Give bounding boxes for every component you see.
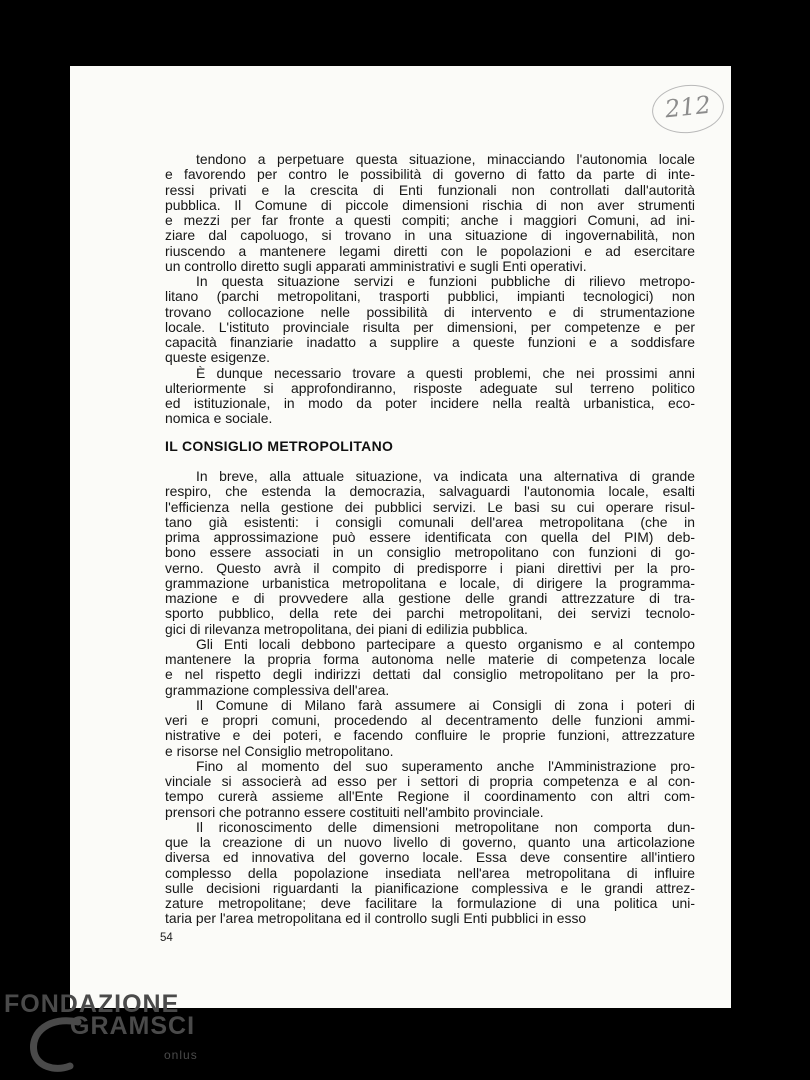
text-line: un controllo diretto sugli apparati amministrativi e sugli Enti operativi. bbox=[165, 257, 587, 274]
text-line: e risorse nel Consiglio metropolitano. bbox=[165, 742, 394, 759]
text-block-section bbox=[165, 469, 695, 927]
logo-text-fondazione: FONDAZIONE bbox=[4, 990, 180, 1018]
logo-text-onlus: onlus bbox=[164, 1048, 198, 1062]
paragraph-3 bbox=[165, 366, 695, 427]
text-line: bono essere associati in un consiglio metropolitano con funzioni di go- bbox=[165, 544, 695, 561]
text-line: e nel rispetto degli indirizzi dettati dal consiglio metropolitano per la pro- bbox=[165, 666, 695, 683]
paragraph-6 bbox=[165, 698, 695, 759]
text-line: ed istituzionale, in modo da poter incidere nella realtà urbanistica, eco- bbox=[165, 395, 695, 411]
text-line: sulle decisioni riguardanti la pianificazione complessiva e le grandi attrez- bbox=[165, 879, 695, 896]
document-page bbox=[70, 66, 731, 1008]
text-line: tempo curerà assieme all'Ente Regione il coordinamento con altri com- bbox=[165, 788, 695, 805]
paragraph-8 bbox=[165, 820, 695, 927]
text-line: mazione e di provvedere alla gestione delle grandi attrezzature di tra- bbox=[165, 590, 695, 606]
text-line: que la creazione di un nuovo livello di governo, quanto una articolazione bbox=[165, 834, 695, 850]
text-line: nistrative e dei poteri, e facendo confluire le proprie funzioni, attrezzature bbox=[165, 727, 695, 744]
text-line: taria per l'area metropolitana ed il controllo sugli Enti pubblici in esso bbox=[165, 910, 587, 927]
text-line: e mezzi per far fronte a questi compiti; anche i maggiori Comuni, ad ini- bbox=[165, 212, 695, 228]
section-heading: IL CONSIGLIO METROPOLITANO bbox=[165, 438, 394, 454]
page-number: 54 bbox=[160, 932, 173, 944]
archive-stamp bbox=[650, 81, 727, 136]
text-line: queste esigenze. bbox=[165, 349, 271, 366]
text-line: trovano collocazione nelle possibilità di intervento e di strumentazione bbox=[165, 303, 695, 320]
text-line: pubblica. Il Comune di piccole dimensioni rischia di non aver strumenti bbox=[165, 196, 695, 213]
text-line: tendono a perpetuare questa situazione, minacciando l'autonomia locale bbox=[196, 151, 695, 167]
text-line: prensori che potranno essere costituiti nell'ambito provinciale. bbox=[165, 803, 544, 820]
text-line: e favorendo per contro le possibilità di governo di fatto da parte di inte- bbox=[165, 166, 695, 183]
text-line: complesso della popolazione insediata nell'area metropolitana di influire bbox=[165, 864, 695, 881]
paragraph-5 bbox=[165, 637, 695, 698]
text-line: Fino al momento del suo superamento anche l'Amministrazione pro- bbox=[196, 757, 695, 774]
text-line: Il Comune di Milano farà assumere ai Consigli di zona i poteri di bbox=[196, 696, 695, 713]
paragraph-4 bbox=[165, 469, 695, 637]
text-line: capacità finanziarie inadatto a supplire a queste funzioni e a soddisfare bbox=[165, 334, 695, 350]
text-line: In breve, alla attuale situazione, va indicata una alternativa di grande bbox=[196, 468, 695, 484]
text-line: vinciale si associerà ad esso per i settori di propria competenza e al con- bbox=[165, 773, 695, 789]
paragraph-1 bbox=[165, 152, 695, 274]
text-line: nomica e sociale. bbox=[165, 410, 273, 427]
text-line: l'efficienza nella gestione dei pubblici servizi. Le basi su cui operare risul- bbox=[165, 498, 695, 515]
paragraph-2 bbox=[165, 274, 695, 366]
text-block-intro bbox=[165, 152, 695, 427]
text-line: zature metropolitane; deve facilitare la formulazione di una politica uni- bbox=[165, 895, 695, 911]
text-line: ressi privati e la crescita di Enti funzionali non controllati dall'autorità bbox=[165, 181, 695, 198]
text-line: riuscendo a mantenere legami diretti con le popolazioni e ad esercitare bbox=[165, 242, 695, 259]
text-line: grammazione urbanistica metropolitana e locale, di dirigere la programma- bbox=[165, 574, 695, 591]
text-line: respiro, che estenda la democrazia, salvaguardi l'autonomia locale, esalti bbox=[165, 483, 695, 500]
text-line: ulteriormente si approfondiranno, risposte adeguate sul terreno politico bbox=[165, 379, 695, 396]
logo-text-gramsci: GRAMSCI bbox=[70, 1012, 196, 1040]
text-line: veri e propri comuni, procedendo al decentramento delle funzioni ammi- bbox=[165, 712, 695, 728]
text-line: In questa situazione servizi e funzioni pubbliche di rilievo metropo- bbox=[196, 273, 695, 289]
text-line: È dunque necessario trovare a questi problemi, che nei prossimi anni bbox=[196, 364, 695, 381]
text-line: locale. L'istituto provinciale risulta per dimensioni, per competenze e per bbox=[165, 318, 695, 335]
paragraph-7 bbox=[165, 759, 695, 820]
text-line: grammazione complessiva dell'area. bbox=[165, 681, 390, 698]
text-line: prima approssimazione può essere identificata con quella del PIM) deb- bbox=[165, 529, 695, 545]
text-line: sporto pubblico, della rete dei parchi metropolitani, dei servizi tecnolo- bbox=[165, 605, 695, 622]
text-line: tano già esistenti: i consigli comunali dell'area metropolitana (che in bbox=[165, 513, 695, 530]
text-line: verno. Questo avrà il compito di predisporre i piani direttivi per la pro- bbox=[165, 559, 695, 576]
text-line: ziare dal capoluogo, si trovano in una situazione di ingovernabilità, non bbox=[165, 227, 695, 244]
text-line: Gli Enti locali debbono partecipare a questo organismo e al contempo bbox=[196, 635, 695, 652]
text-line: gici di rilevanza metropolitana, dei piani di edilizia pubblica. bbox=[165, 620, 528, 637]
stamp-number: 212 bbox=[663, 90, 713, 124]
text-line: diversa ed innovativa del governo locale. Essa deve consentire all'intiero bbox=[165, 849, 695, 866]
text-line: litano (parchi metropolitani, trasporti pubblici, impianti tecnologici) non bbox=[165, 288, 695, 305]
text-line: Il riconoscimento delle dimensioni metropolitane non comporta dun- bbox=[196, 818, 695, 835]
text-line: mantenere la propria forma autonoma nelle materie di competenza locale bbox=[165, 651, 695, 667]
